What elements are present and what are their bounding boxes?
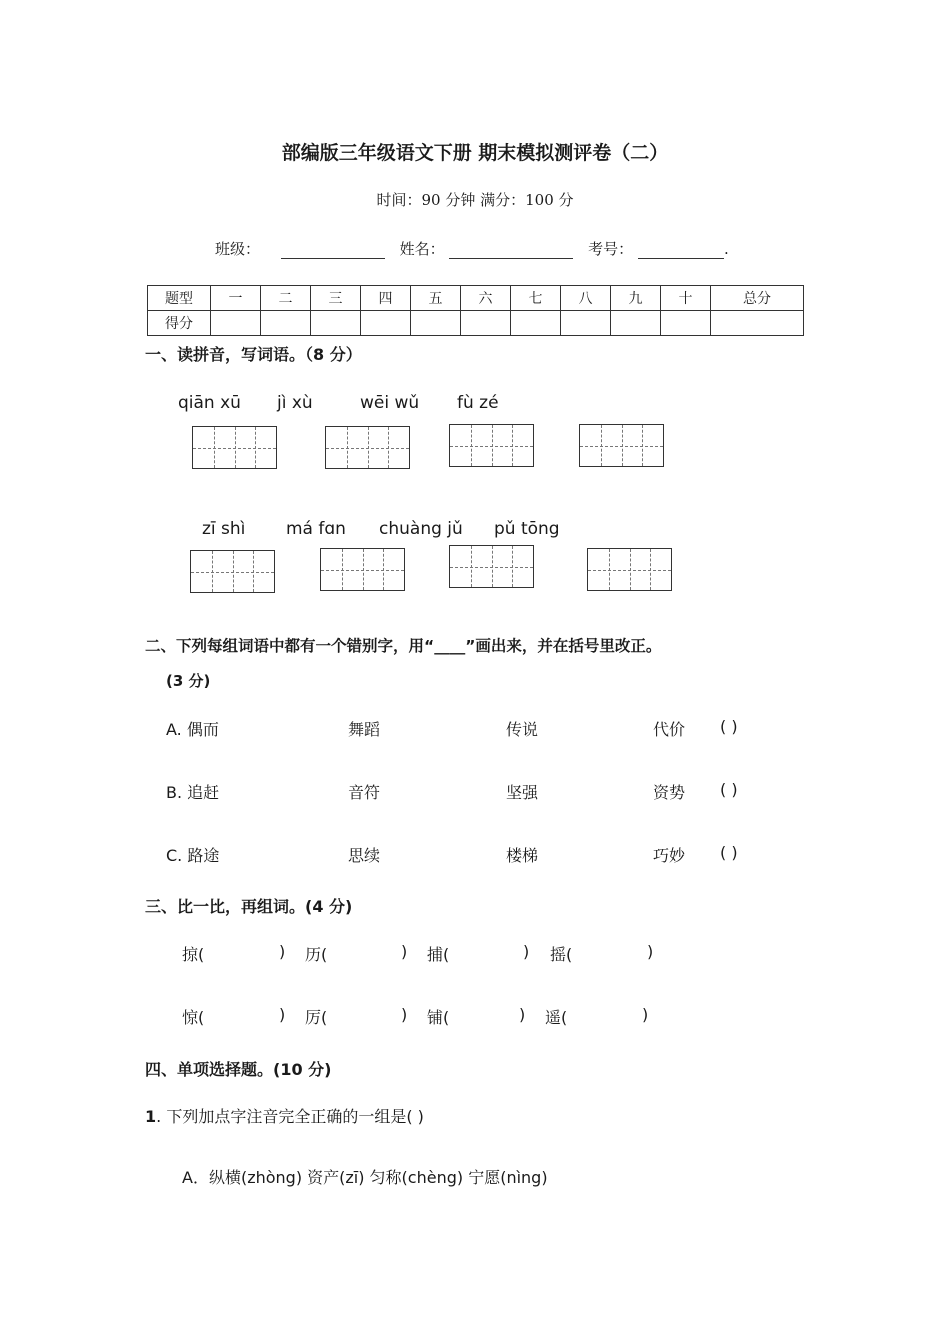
compare-1-open: 掠(	[182, 945, 205, 964]
option-b-word-1: B. 追赶	[166, 783, 220, 802]
pinyin-6: má fɑn	[286, 519, 346, 539]
section-1-title: 一、读拼音，写词语。（8 分）	[145, 345, 362, 364]
score-cell[interactable]	[461, 311, 511, 336]
score-table-header-row	[148, 286, 804, 311]
score-col-10: 十	[661, 286, 711, 311]
writing-grid[interactable]	[449, 545, 534, 588]
score-cell[interactable]	[261, 311, 311, 336]
student-fields	[215, 238, 729, 259]
compare-4-close: )	[647, 942, 654, 961]
score-col-6: 六	[461, 286, 511, 311]
pinyin-2: jì xù	[277, 393, 313, 413]
question-1-text: . 下列加点字注音完全正确的一组是( )	[156, 1107, 424, 1126]
score-cell[interactable]	[211, 311, 261, 336]
writing-grid[interactable]	[587, 548, 672, 591]
option-b-word-4: 资势	[653, 783, 686, 802]
score-cell[interactable]	[611, 311, 661, 336]
score-cell[interactable]	[361, 311, 411, 336]
score-cell[interactable]	[561, 311, 611, 336]
writing-grid[interactable]	[192, 426, 277, 469]
option-b-answer[interactable]: ( )	[720, 780, 738, 799]
exam-info: 时间：90 分钟 满分：100 分	[376, 191, 574, 209]
option-c-answer[interactable]: ( )	[720, 843, 738, 862]
option-b-word-2: 音符	[348, 783, 381, 802]
pinyin-7: chuàng jǔ	[379, 519, 463, 539]
option-c-word-2: 思续	[348, 846, 381, 865]
option-c-word-4: 巧妙	[653, 846, 686, 865]
score-table	[147, 285, 804, 336]
option-a-answer[interactable]: ( )	[720, 717, 738, 736]
pinyin-3: wēi wǔ	[360, 393, 420, 413]
option-b-word-3: 坚强	[506, 783, 539, 802]
score-col-5: 五	[411, 286, 461, 311]
page-title: 部编版三年级语文下册 期末模拟测评卷（二）	[281, 142, 669, 164]
class-label: 班级：	[215, 240, 261, 258]
compare-6-close: )	[401, 1005, 408, 1024]
score-cell[interactable]	[411, 311, 461, 336]
option-a-word-2: 舞蹈	[348, 720, 381, 739]
compare-4-open: 摇(	[550, 945, 573, 964]
score-cell[interactable]	[711, 311, 804, 336]
score-table-row-label: 题型	[148, 286, 211, 311]
compare-1-close: )	[279, 942, 286, 961]
pinyin-1: qiān xū	[178, 393, 241, 413]
score-cell[interactable]	[311, 311, 361, 336]
compare-2-open: 历(	[305, 945, 328, 964]
name-blank[interactable]	[449, 243, 573, 259]
compare-5-close: )	[279, 1005, 286, 1024]
section-2-score: (3 分)	[166, 672, 211, 690]
question-1	[145, 1104, 424, 1127]
compare-6-open: 厉(	[305, 1008, 328, 1027]
score-col-8: 八	[561, 286, 611, 311]
compare-3-close: )	[523, 942, 530, 961]
question-1-number: 1	[145, 1107, 157, 1126]
compare-3-open: 捕(	[427, 945, 450, 964]
option-a-word-4: 代价	[653, 720, 686, 739]
pinyin-8: pǔ tōng	[494, 519, 560, 539]
fields-end: .	[723, 240, 729, 258]
compare-7-close: )	[519, 1005, 526, 1024]
writing-grid[interactable]	[190, 550, 275, 593]
compare-8-close: )	[642, 1005, 649, 1024]
score-col-total: 总分	[711, 286, 804, 311]
number-blank[interactable]	[638, 243, 724, 259]
section-3-title: 三、比一比，再组词。(4 分)	[145, 897, 353, 916]
score-col-1: 一	[211, 286, 261, 311]
score-table-row-label: 得分	[148, 311, 211, 336]
score-col-4: 四	[361, 286, 411, 311]
compare-7-open: 铺(	[427, 1008, 450, 1027]
score-col-2: 二	[261, 286, 311, 311]
option-c-word-1: C. 路途	[166, 846, 220, 865]
question-1-option-a: A．纵横(zhòng) 资产(zī) 匀称(chèng) 宁愿(nìng)	[182, 1168, 548, 1187]
option-a-word-3: 传说	[506, 720, 539, 739]
score-cell[interactable]	[511, 311, 561, 336]
option-a-word-1: A. 偶而	[166, 720, 219, 739]
writing-grid[interactable]	[325, 426, 410, 469]
section-4-title: 四、单项选择题。(10 分)	[145, 1060, 332, 1079]
name-label: 姓名：	[399, 240, 445, 258]
class-blank[interactable]	[281, 243, 385, 259]
writing-grid[interactable]	[320, 548, 405, 591]
pinyin-4: fù zé	[457, 393, 499, 413]
score-col-7: 七	[511, 286, 561, 311]
compare-5-open: 惊(	[182, 1008, 205, 1027]
score-col-3: 三	[311, 286, 361, 311]
number-label: 考号：	[588, 240, 634, 258]
section-2-title: 二、下列每组词语中都有一个错别字，用“____”画出来，并在括号里改正。	[145, 637, 662, 655]
option-c-word-3: 楼梯	[506, 846, 539, 865]
compare-8-open: 遥(	[545, 1008, 568, 1027]
writing-grid[interactable]	[579, 424, 664, 467]
score-table-score-row	[148, 311, 804, 336]
writing-grid[interactable]	[449, 424, 534, 467]
pinyin-5: zī shì	[202, 519, 246, 539]
compare-2-close: )	[401, 942, 408, 961]
score-col-9: 九	[611, 286, 661, 311]
score-cell[interactable]	[661, 311, 711, 336]
